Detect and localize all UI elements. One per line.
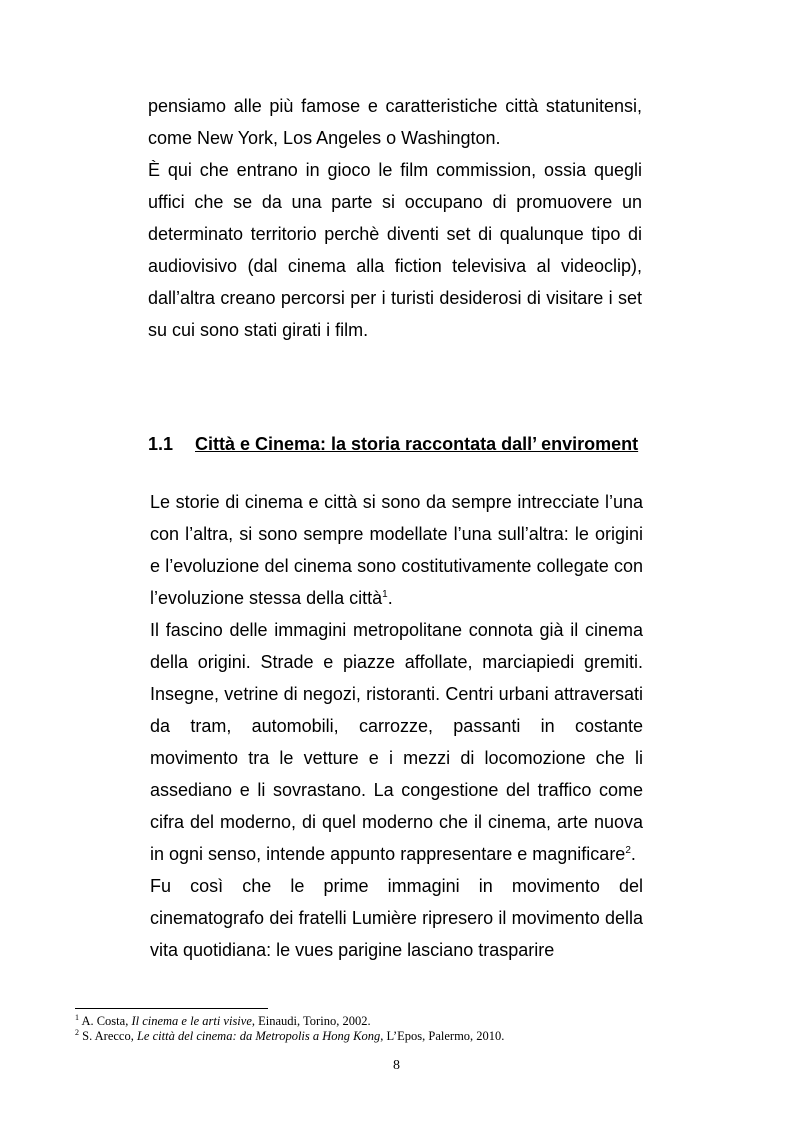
footnote-1-author: A. Costa, — [81, 1014, 132, 1028]
body-paragraph-2-end: . — [630, 844, 636, 864]
footnote-2-number: 2 — [75, 1027, 79, 1037]
body-paragraph-3: Fu così che le prime immagini in movimento del cinematografo dei fratelli Lumière ripresero il movimento della vita quotidiana: le vues parigine lasciano trasparire — [150, 876, 643, 960]
body-paragraph-1-end: . — [387, 588, 393, 608]
footnote-2-author: S. Arecco, — [82, 1029, 137, 1043]
intro-paragraph-1: pensiamo alle più famose e caratteristiche città statunitensi, come New York, Los Angeles o Washington. — [148, 96, 642, 148]
page-number: 8 — [393, 1058, 400, 1073]
body-paragraph-2-text: Il fascino delle immagini metropolitane connota già il cinema della origini. Strade e piazze affollate, marciapiedi gremiti. Insegne, vetrine di negozi, ristoranti. Centri urbani attraversati da tram, automobili, carrozze, passanti in costante movimento tra le vetture e i mezzi di locomozione che li assediano e li sovrastano. La congestione del traffico come cifra del moderno, di quel moderno che il cinema, arte nuova in ogni senso, intende appunto rappresentare e magnificare — [150, 620, 643, 864]
footnote-2 — [75, 1029, 735, 1044]
body-paragraph-1 — [150, 486, 643, 614]
footnote-2-title: Le città del cinema: da Metropolis a Hong Kong — [136, 1029, 381, 1043]
footnote-separator — [75, 1008, 268, 1009]
section-heading — [148, 429, 668, 459]
footnote-2-rest: , L’Epos, Palermo, 2010. — [380, 1029, 505, 1043]
footnote-ref-1[interactable]: 1 — [382, 589, 388, 600]
footnotes — [75, 1014, 735, 1044]
section-body — [150, 486, 643, 966]
footnote-1-rest: , Einaudi, Torino, 2002. — [251, 1014, 371, 1028]
intro-paragraph-2: È qui che entrano in gioco le film commission, ossia quegli uffici che se da una parte si occupano di promuovere un determinato territorio perchè diventi set di qualunque tipo di audiovisivo (dal cinema alla fiction televisiva al videoclip), dall’altra creano percorsi per i turisti desiderosi di visitare i set su cui sono stati girati i film. — [148, 160, 642, 340]
footnote-1-title: Il cinema e le arti visive — [131, 1014, 252, 1028]
intro-text — [148, 90, 642, 346]
body-paragraph-2 — [150, 614, 643, 870]
section-number: 1.1 — [148, 434, 174, 454]
footnote-ref-2[interactable]: 2 — [625, 845, 631, 856]
footnote-1-number: 1 — [75, 1012, 79, 1022]
footnote-1 — [75, 1014, 735, 1029]
section-title: Città e Cinema: la storia raccontata dall’ enviroment — [195, 434, 639, 454]
body-paragraph-1-text: Le storie di cinema e città si sono da sempre intrecciate l’una con l’altra, si sono sempre modellate l’una sull’altra: le origini e l’evoluzione del cinema sono costitutivamente collegate con l’evoluzione stessa della città — [150, 492, 643, 608]
